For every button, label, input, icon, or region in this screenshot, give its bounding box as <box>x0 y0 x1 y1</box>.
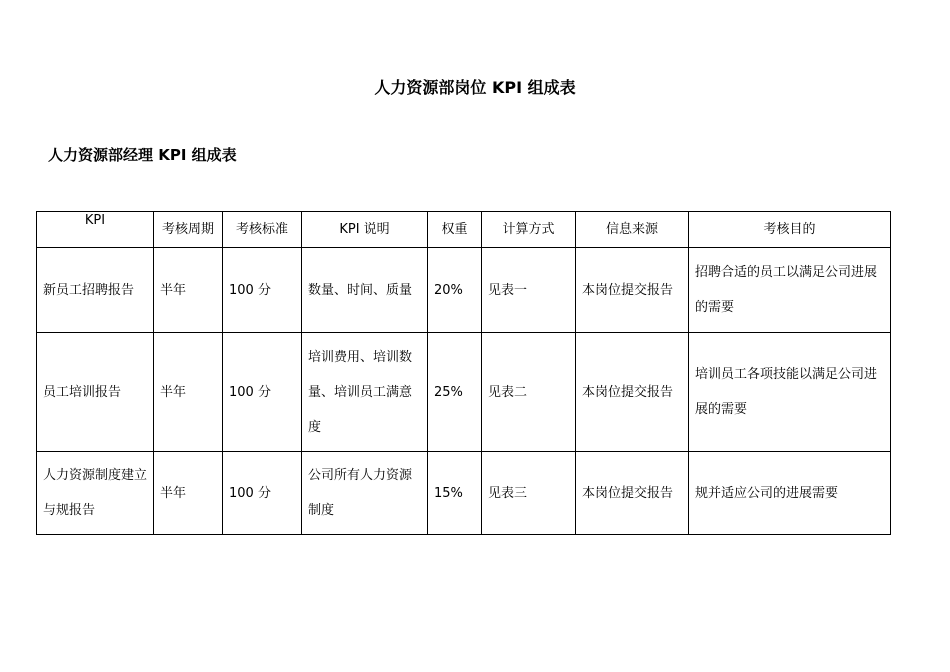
cell-source: 本岗位提交报告 <box>576 333 689 452</box>
cell-purpose: 培训员工各项技能以满足公司进展的需要 <box>689 333 891 452</box>
cell-weight: 15% <box>428 452 482 535</box>
header-period: 考核周期 <box>154 212 223 248</box>
cell-period: 半年 <box>154 333 223 452</box>
cell-standard: 100 分 <box>223 248 302 333</box>
cell-kpi: 人力资源制度建立与规报告 <box>37 452 154 535</box>
cell-calculation: 见表三 <box>482 452 576 535</box>
cell-standard: 100 分 <box>223 333 302 452</box>
header-weight: 权重 <box>428 212 482 248</box>
cell-period: 半年 <box>154 248 223 333</box>
cell-source: 本岗位提交报告 <box>576 452 689 535</box>
cell-kpi: 员工培训报告 <box>37 333 154 452</box>
cell-weight: 25% <box>428 333 482 452</box>
cell-kpi: 新员工招聘报告 <box>37 248 154 333</box>
header-calculation: 计算方式 <box>482 212 576 248</box>
cell-purpose: 招聘合适的员工以满足公司进展的需要 <box>689 248 891 333</box>
cell-period: 半年 <box>154 452 223 535</box>
table-row <box>37 333 891 452</box>
header-description: KPI 说明 <box>302 212 428 248</box>
table-row <box>37 452 891 535</box>
cell-purpose: 规并适应公司的进展需要 <box>689 452 891 535</box>
section-title: 人力资源部经理 KPI 组成表 <box>48 146 237 164</box>
cell-source: 本岗位提交报告 <box>576 248 689 333</box>
cell-weight: 20% <box>428 248 482 333</box>
header-standard: 考核标准 <box>223 212 302 248</box>
header-kpi: KPI <box>37 212 154 248</box>
cell-standard: 100 分 <box>223 452 302 535</box>
table-row <box>37 248 891 333</box>
header-source: 信息来源 <box>576 212 689 248</box>
table-header-row <box>37 212 891 248</box>
cell-calculation: 见表二 <box>482 333 576 452</box>
cell-calculation: 见表一 <box>482 248 576 333</box>
cell-description: 公司所有人力资源制度 <box>302 452 428 535</box>
header-purpose: 考核目的 <box>689 212 891 248</box>
cell-description: 培训费用、培训数量、培训员工满意度 <box>302 333 428 452</box>
cell-description: 数量、时间、质量 <box>302 248 428 333</box>
document-title: 人力资源部岗位 KPI 组成表 <box>374 78 576 97</box>
kpi-table <box>36 211 891 535</box>
